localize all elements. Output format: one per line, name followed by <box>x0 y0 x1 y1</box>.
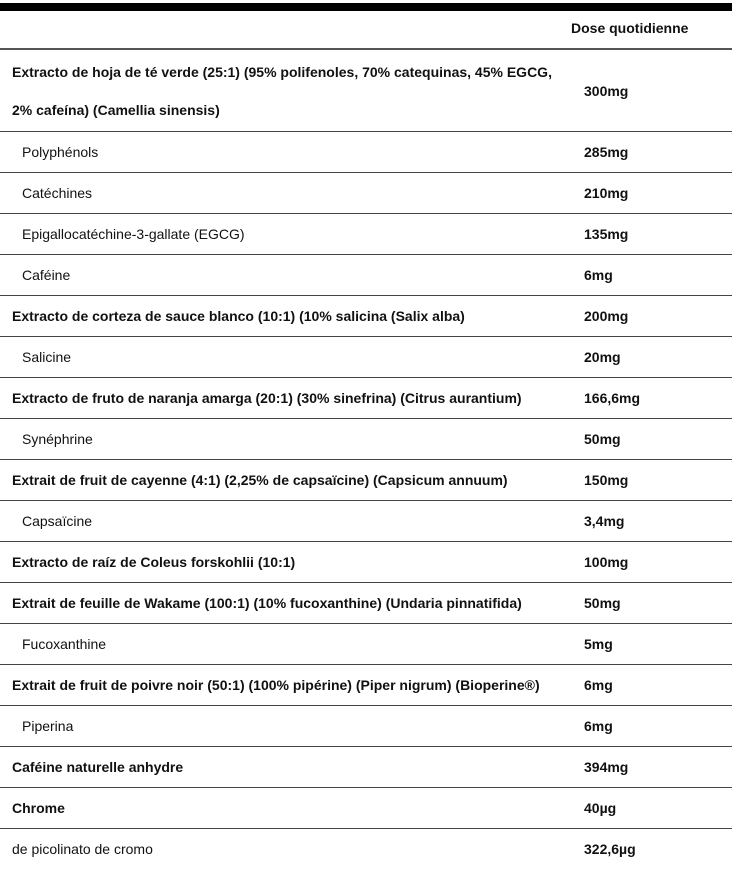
ingredient-dose: 50mg <box>584 595 621 611</box>
ingredient-name: Extracto de hoja de té verde (25:1) (95% polifenoles, 70% catequinas, 45% EGCG, 2% cafeína) (Camellia sinensis) <box>12 63 552 118</box>
ingredient-dose: 166,6mg <box>584 390 641 406</box>
table-row <box>0 665 732 706</box>
table-row <box>0 296 732 337</box>
ingredient-dose: 394mg <box>584 759 629 775</box>
ingredient-name: Salicine <box>22 349 72 365</box>
table-row <box>0 706 732 747</box>
ingredient-name: Chrome <box>12 800 65 816</box>
table-row <box>0 214 732 255</box>
ingredient-name: Epigallocatéchine-3-gallate (EGCG) <box>22 226 245 242</box>
table-row <box>0 583 732 624</box>
table-row <box>0 378 732 419</box>
ingredient-name: Synéphrine <box>22 431 93 447</box>
ingredient-name: de picolinato de cromo <box>12 841 153 857</box>
table-row <box>0 132 732 173</box>
ingredient-dose: 40µg <box>584 800 617 816</box>
ingredient-name: Extrait de fruit de poivre noir (50:1) (100% pipérine) (Piper nigrum) (Bioperine®) <box>12 677 540 693</box>
ingredient-name: Catéchines <box>22 185 93 201</box>
ingredient-dose: 322,6µg <box>584 841 636 857</box>
ingredient-name: Extrait de feuille de Wakame (100:1) (10% fucoxanthine) (Undaria pinnatifida) <box>12 595 522 611</box>
ingredient-name: Fucoxanthine <box>22 636 107 652</box>
table-row <box>0 255 732 296</box>
ingredient-name: Extracto de corteza de sauce blanco (10:1) (10% salicina (Salix alba) <box>12 308 465 324</box>
table-row <box>0 624 732 665</box>
table-row <box>0 542 732 583</box>
table-row <box>0 337 732 378</box>
ingredient-dose: 3,4mg <box>584 513 625 529</box>
ingredient-dose: 150mg <box>584 472 629 488</box>
ingredient-dose: 6mg <box>584 677 613 693</box>
table-row <box>0 829 732 869</box>
ingredient-dose: 50mg <box>584 431 621 447</box>
ingredient-dose: 5mg <box>584 636 613 652</box>
ingredient-name: Caféine naturelle anhydre <box>12 759 184 775</box>
table-header-row <box>0 11 732 50</box>
table-row <box>0 460 732 501</box>
table-row <box>0 747 732 788</box>
ingredient-dose: 300mg <box>584 82 629 99</box>
ingredient-name: Extracto de raíz de Coleus forskohlii (10:1) <box>12 554 296 570</box>
table-top-border <box>0 3 732 11</box>
supplement-facts-table <box>0 11 732 869</box>
ingredient-name: Extrait de fruit de cayenne (4:1) (2,25% de capsaïcine) (Capsicum annuum) <box>12 472 508 488</box>
ingredient-name: Extracto de fruto de naranja amarga (20:1) (30% sinefrina) (Citrus aurantium) <box>12 390 522 406</box>
table-row <box>0 501 732 542</box>
ingredient-dose: 210mg <box>584 185 629 201</box>
ingredient-name: Caféine <box>22 267 71 283</box>
ingredient-name: Polyphénols <box>22 144 99 160</box>
ingredient-name: Capsaïcine <box>22 513 93 529</box>
ingredient-dose: 6mg <box>584 718 613 734</box>
table-row <box>0 173 732 214</box>
ingredient-dose: 135mg <box>584 226 629 242</box>
ingredient-name: Piperina <box>22 718 74 734</box>
ingredient-dose: 6mg <box>584 267 613 283</box>
ingredient-dose: 200mg <box>584 308 629 324</box>
ingredient-dose: 20mg <box>584 349 621 365</box>
ingredient-dose: 285mg <box>584 144 629 160</box>
dose-column-header: Dose quotidienne <box>571 20 689 36</box>
ingredient-dose: 100mg <box>584 554 629 570</box>
table-row <box>0 419 732 460</box>
table-row <box>0 788 732 829</box>
table-row <box>0 50 732 132</box>
